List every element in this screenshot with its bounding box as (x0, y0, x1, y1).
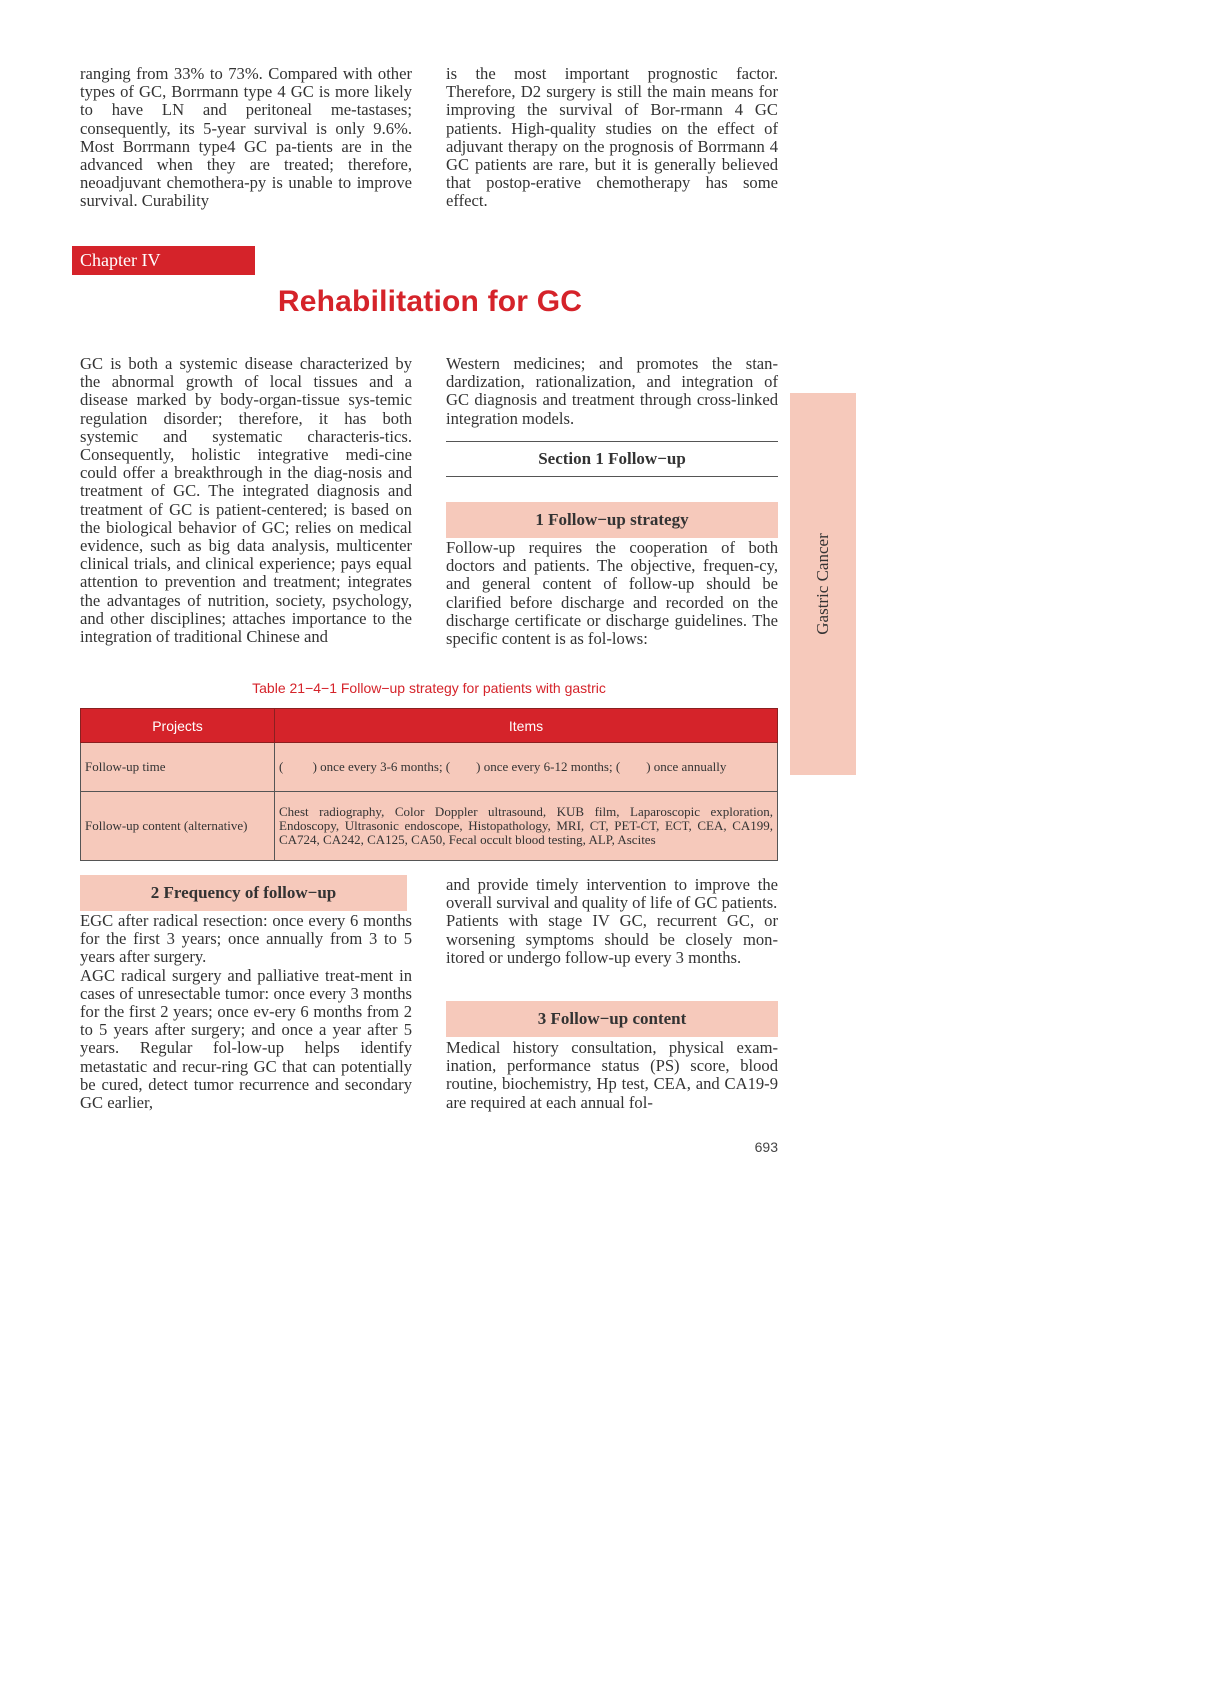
intro-right-column (446, 355, 778, 428)
follow-up-time-option-2: ) once every 3-6 months; ( (312, 759, 451, 774)
subheading-follow-up-strategy: 1 Follow−up strategy (446, 502, 778, 538)
section-heading: Section 1 Follow−up (446, 441, 778, 477)
top-left-column (80, 65, 412, 211)
table-cell-items: Chest radiography, Color Doppler ultrasound, KUB film, Laparoscopic exploration, Endoscopy, Ultrasonic endoscope, Histopathology, MRI, CT, PET-CT, ECT, CEA, CA199, CA724, CA242, CA125, CA50, Fecal occult blood testing, ALP, Ascites (275, 792, 778, 861)
subheading-follow-up-content: 3 Follow−up content (446, 1001, 778, 1037)
subheading-frequency: 2 Frequency of follow−up (80, 875, 407, 911)
body-paragraph: Patients with stage IV GC, recurrent GC, or worsening symptoms should be closely mon-itored or undergo follow-up every 3 months. (446, 911, 778, 967)
table-header-row (81, 709, 778, 743)
body-paragraph: AGC radical surgery and palliative treat-ment in cases of unresectable tumor: once every 3 months for the first 2 years; once ev-ery 6 months from 2 to 5 years after surgery; and once a year after 5 years. Regular fol-low-up helps identify metastatic and recur-ring GC that can potentially be cured, detect tumor recurrence and secondary GC earlier, (80, 965, 412, 1113)
body-paragraph: is the most important prognostic factor. Therefore, D2 surgery is still the main means for improving the survival of Bor-rmann 4 GC patients. High-quality studies on the effect of adjuvant therapy on the prognosis of Borrmann 4 GC patients are rare, but it is generally believed that postop-erative chemotherapy has some effect. (446, 64, 778, 211)
body-paragraph: EGC after radical resection: once every 6 months for the first 3 years; once annually from 3 to 5 years after surgery. (80, 911, 412, 967)
table-cell-items (275, 743, 778, 792)
frequency-column (80, 912, 412, 1112)
table-caption: Table 21−4−1 Follow−up strategy for patients with gastric (252, 680, 606, 696)
side-tab-label: Gastric Cancer (813, 533, 832, 635)
follow-up-content-column (446, 1039, 778, 1112)
bottom-right-column (446, 876, 778, 967)
page-number: 693 (754, 1139, 778, 1155)
follow-up-strategy-column (446, 539, 778, 648)
table-header-projects: Projects (81, 709, 275, 743)
body-paragraph: Medical history consultation, physical exam-ination, performance status (PS) score, blood routine, biochemistry, Hp test, CEA, and CA19-9 are required at each annual fol- (446, 1038, 778, 1112)
follow-up-time-option-4: ) once annually (646, 759, 727, 774)
chapter-title: Rehabilitation for GC (277, 285, 583, 318)
top-right-column (446, 65, 778, 211)
follow-up-time-option-3: ) once every 6-12 months; ( (476, 759, 621, 774)
follow-up-strategy-table (80, 708, 778, 861)
table-header-items: Items (275, 709, 778, 743)
table-row (81, 792, 778, 861)
body-paragraph: Follow-up requires the cooperation of both doctors and patients. The objective, frequen-cy, and general content of follow-up should be clarified before discharge and recorded on the discharge certificate or discharge guidelines. The specific content is as fol-lows: (446, 538, 778, 649)
follow-up-time-option-1: ( (279, 759, 287, 774)
table-cell-project: Follow-up time (81, 743, 275, 792)
intro-left-column (80, 355, 412, 646)
body-paragraph: ranging from 33% to 73%. Compared with other types of GC, Borrmann type 4 GC is more likely to have LN and peritoneal me-tastases; consequently, its 5-year survival is only 9.6%. Most Borrmann type4 GC pa-tients are in the advanced when they are treated; therefore, neoadjuvant chemothera-py is unable to improve survival. Curability (80, 64, 412, 211)
body-paragraph: and provide timely intervention to improve the overall survival and quality of life of GC patients. (446, 875, 778, 913)
body-paragraph: GC is both a systemic disease characterized by the abnormal growth of local tissues and a disease marked by body-organ-tissue sys-temic regulation disorder; therefore, it has both systemic and systematic characteris-tics. Consequently, holistic integrative medi-cine could offer a breakthrough in the diag-nosis and treatment of GC. The integrated diagnosis and treatment of GC is patient-centered; is based on the biological behavior of GC; relies on medical evidence, such as big data analysis, multicenter clinical trials, and clinical experience; pays equal attention to prevention and treatment; integrates the advantages of nutrition, society, psychology, and other disciplines; attaches importance to the integration of traditional Chinese and (80, 354, 412, 647)
table-cell-project: Follow-up content (alternative) (81, 792, 275, 861)
body-paragraph: Western medicines; and promotes the stan-dardization, rationalization, and integration of GC diagnosis and treatment through cross-linked integration models. (446, 354, 778, 428)
side-tab (790, 393, 856, 775)
chapter-label: Chapter IV (72, 246, 255, 275)
table-row (81, 743, 778, 792)
